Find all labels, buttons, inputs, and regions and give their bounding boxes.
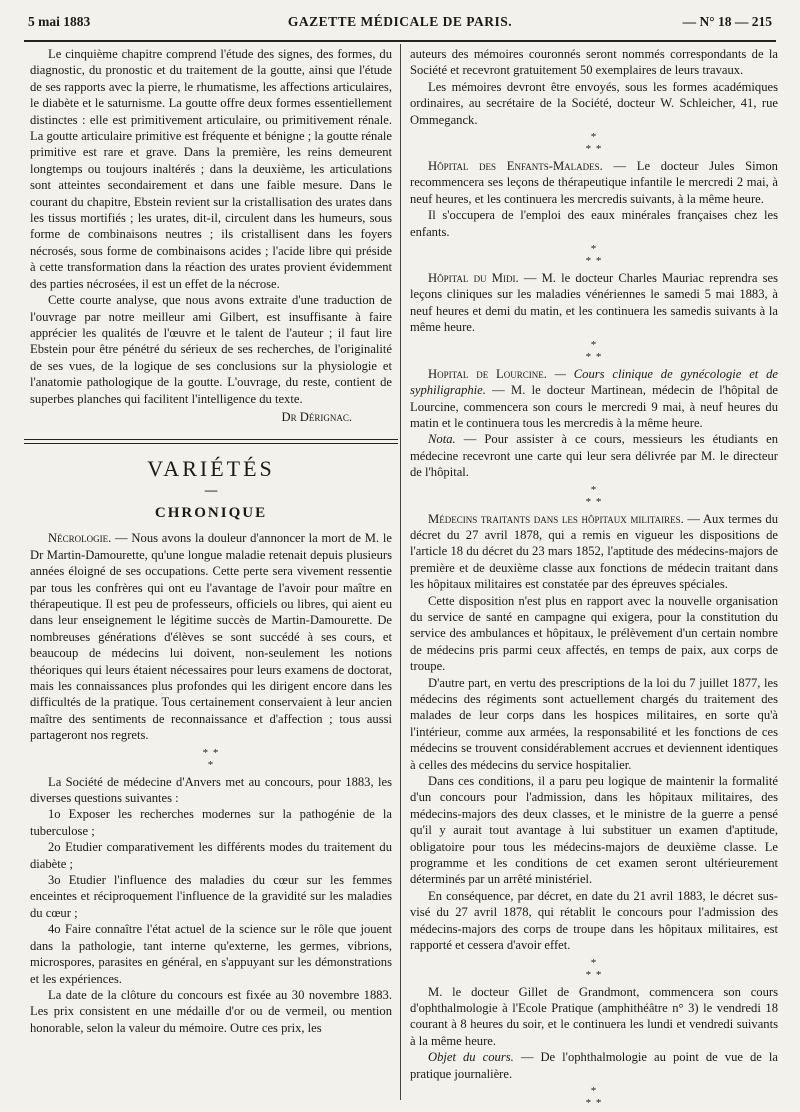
column-divider — [400, 44, 401, 1100]
asterism: * * * — [585, 338, 603, 363]
necrology-paragraph — [30, 530, 392, 743]
news-heading: Hôpital des Enfants-Malades. — [428, 159, 603, 174]
news-body: — Le docteur Jules Simon recommencera ses leçons de thérapeutique infantile le mercredi 2 mai, à neuf heures, et les continuera les mercredis suivants, à la même heure. — [410, 159, 778, 206]
news-body: — Aux termes du décret du 27 avril 1878, qui a remis en vigueur les dispositions de l'article 18 du décret du 23 mars 1852, l'aptitude des médecins-majors de première et de deuxième classe aux fonctions de médecin traitant dans les hôpitaux militaires est constatée par des épreuves spéciales. — [410, 511, 778, 592]
note-label: Nota. — [428, 432, 456, 447]
section-dash: — — [204, 483, 218, 498]
news-heading: Hopital de Lourcine. — [428, 366, 547, 381]
paragraph: La date de la clôture du concours est fixée au 30 novembre 1883. Les prix consistent en une médaille d'or ou de vermeil, ou mention honorable, selon la valeur du mémoire. Outre ces prix, les — [30, 987, 392, 1035]
news-body: — M. le docteur Martinean, médecin de l'hôpital de Lourcine, commencera son cours le mercredi 9 mai, à neuf heures du matin et le continuera tous les mercredis à la même heure. — [410, 383, 778, 430]
list-item: 4o Faire connaître l'état actuel de la science sur le rôle que jouent dans la pathologie, tant interne qu'externe, les germes, vibrions, microspores, parasites en général, en s'appuyant sur les démonstrations et les expériences. — [30, 922, 392, 986]
header-title: GAZETTE MÉDICALE DE PARIS. — [287, 14, 513, 29]
list-item: 1o Exposer les recherches modernes sur la pathogénie de la tuberculose ; — [30, 807, 392, 838]
header-date: 5 mai 1883 — [28, 14, 91, 29]
paragraph: Cette courte analyse, que nous avons extraite d'une traduction de l'ouvrage par notre meilleur ami Gilbert, est insuffisante à faire apprécier les qualités de l'œuvre et le talent de l'auteur ; il faut lire Ebstein pour être pénétré du sérieux de ses recherches, de l'originalité de ses vues, de la logique de ses conclusions sur la physiologie et l'anatomie pathologique de la goutte. L'ouvrage, du reste, contient de superbes planches qui facilitent l'intelligence du texte. — [30, 293, 392, 406]
note-label: Objet du cours. — [428, 1050, 514, 1065]
left-column — [30, 46, 392, 1036]
note-body: — De l'ophthalmologie au point de vue de la pratique journalière. — [410, 1050, 778, 1081]
asterism: * * * — [585, 483, 603, 508]
paragraph: Le cinquième chapitre comprend l'étude des signes, des formes, du diagnostic, du pronostic et du traitement de la goutte, ainsi que l'étude de ses rapports avec la pierre, le rhumatisme, les affections articulaires, le diabète et le saturnisme. La goutte offre deux formes essentiellement distinctes : elle est primitivement articulaire, ou primitivement rénale. La goutte articulaire primitive est fréquente et bénigne ; la goutte rénale primitive est rare et grave. Dans la première, les reins demeurent longtemps ou toujours inaltérés ; dans la deuxième, les articulations sont atteintes secondairement et dans une faible mesure. Dans le courant du chapitre, Ebstein revient sur la cristallisation des urates dans les tissus mortifiés ; les urates, dit-il, circulent dans les humeurs, sous forme de combinaisons neutres ; ils cristallisent dans les foyers nécrosés, sous forme de combinaisons acides ; l'acide libre qui préside à cette transformation dans la réaction des urates provient évidemment des parties nécrosées, il est un effet de la nécrose. — [30, 47, 392, 291]
asterism: * * * — [585, 1084, 603, 1109]
signature: Dr Dérignac. — [281, 409, 352, 424]
paragraph: Cette disposition n'est plus en rapport avec la nouvelle organisation du service de santé en campagne qui exigera, pour la constitution du service des ambulances et hôpitaux, le prélèvement d'un certain nombre de médecins pris parmi ceux affectés, en temps de paix, aux corps de troupe. — [410, 593, 778, 674]
asterism: * * * — [585, 243, 603, 268]
note-paragraph — [410, 1049, 778, 1082]
news-heading: Hôpital du Midi. — [428, 271, 519, 286]
news-item — [410, 158, 778, 207]
list-item: 3o Etudier l'influence des maladies du cœur sur les femmes enceintes et réciproquement l'influence de la gravidité sur les maladies du cœur ; — [30, 873, 392, 920]
paragraph: D'autre part, en vertu des prescriptions de la loi du 7 juillet 1877, les médecins des régiments sont actuellement chargés du traitement des malades de leur corps dans les hospices militaires, en sorte qu'à l'intérieur, comme aux armées, la responsabilité et les fonctions de ces médecins se trouvent considérablement accrues et deviennent identiques à celles des médecins du service hospitalier. — [410, 675, 778, 772]
header-rule — [24, 40, 776, 42]
course-title: — Cours clinique de gynécologie et de syphiligraphie. — [410, 366, 779, 398]
paragraph: auteurs des mémoires couronnés seront nommés correspondants de la Société et recevront gratuitement 50 exemplaires de leurs travaux. — [410, 47, 778, 78]
list-item: 2o Etudier comparativement les différents modes du traitement du diabète ; — [30, 840, 392, 871]
news-body: — M. le docteur Charles Mauriac reprendra ses leçons cliniques sur les maladies vénériennes le samedi 5 mai 1883, à neuf heures et demi du matin, et les continuera les samedis suivants à la même heure. — [410, 271, 779, 335]
paragraph: En conséquence, par décret, en date du 21 avril 1883, le décret sus-visé du 27 avril 1878, qui rétablit le concours pour l'admission des médecins-majors des corps de troupe dans les hôpitaux militaires, est rapporté et cessera d'avoir effet. — [410, 888, 778, 953]
asterism: * * * — [585, 956, 603, 981]
news-item — [410, 270, 778, 336]
paragraph: Dans ces conditions, il a paru peu logique de maintenir la formalité d'un concours pour l'admission, dans les hôpitaux militaires, des médecins-majors des deux classes, et le ministre de la guerre a pensé qu'il y aurait tout avantage à lui substituer un examen d'aptitude, obligatoire pour tous les médecins-majors de deuxième classe. Le programme et les conditions de cet examen seront ultérieurement déterminés par un arrêté ministériel. — [410, 774, 778, 887]
note-body: — Pour assister à ce cours, messieurs les étudiants en médecine recevront une carte qui leur sera délivrée par M. le directeur de l'hôpital. — [410, 432, 778, 480]
paragraph: M. le docteur Gillet de Grandmont, commencera son cours d'ophthalmologie à l'Ecole Pratique (amphithéâtre n° 3) le vendredi 18 courant à 8 heures du soir, et le continuera les lundi et vendredi suivants à la même heure. — [410, 984, 778, 1048]
paragraph: Les mémoires devront être envoyés, sous les formes académiques ordinaires, au secrétaire de la Société, docteur W. Schleicher, 41, rue Ommeganck. — [410, 79, 778, 127]
paragraph: La Société de médecine d'Anvers met au concours, pour 1883, les diverses questions suivantes : — [30, 774, 392, 806]
section-subtitle: CHRONIQUE — [154, 505, 268, 522]
right-column — [410, 46, 778, 1112]
news-item — [410, 511, 778, 593]
page-header — [28, 14, 772, 36]
asterism: * * * — [585, 131, 603, 156]
necrology-body: — Nous avons la douleur d'annoncer la mort de M. le Dr Martin-Damourette, qu'une longue maladie retenait depuis plusieurs années éloigné de ses occupations. Cette perte sera vivement ressentie par tous les confrères qui ont eu l'avantage de l'avoir pour maître en thérapeutique. Il est peu de professeurs, officiels ou libres, qui aient eu dans leur enseignement le légitime succès de Martin-Damourette. De nombreuses générations d'élèves se sont succédé à ses cours, et beaucoup de médecins lui doivent, non-seulement les notions théoriques qui leurs étaient nécessaires pour leurs examens de doctorat, mais les connaissances plus profondes qui les dirigent encore dans les difficultés de la pratique. Tous certainement conservaient à leur ancien maître des sentiments de reconnaissance et d'affection ; tous aussi partageront nos regrets. — [30, 531, 392, 743]
asterism: * * * — [202, 746, 220, 771]
necrology-heading: Nécrologie. — [48, 531, 112, 546]
section-rule — [24, 439, 398, 444]
news-item — [410, 366, 778, 432]
note-paragraph — [410, 431, 778, 480]
news-heading: Médecins traitants dans les hôpitaux militaires. — [428, 511, 684, 526]
paragraph: Il s'occupera de l'emploi des eaux minérales françaises chez les enfants. — [410, 208, 778, 239]
header-page-number: — N° 18 — 215 — [682, 14, 772, 29]
section-title: VARIÉTÉS — [147, 456, 275, 482]
